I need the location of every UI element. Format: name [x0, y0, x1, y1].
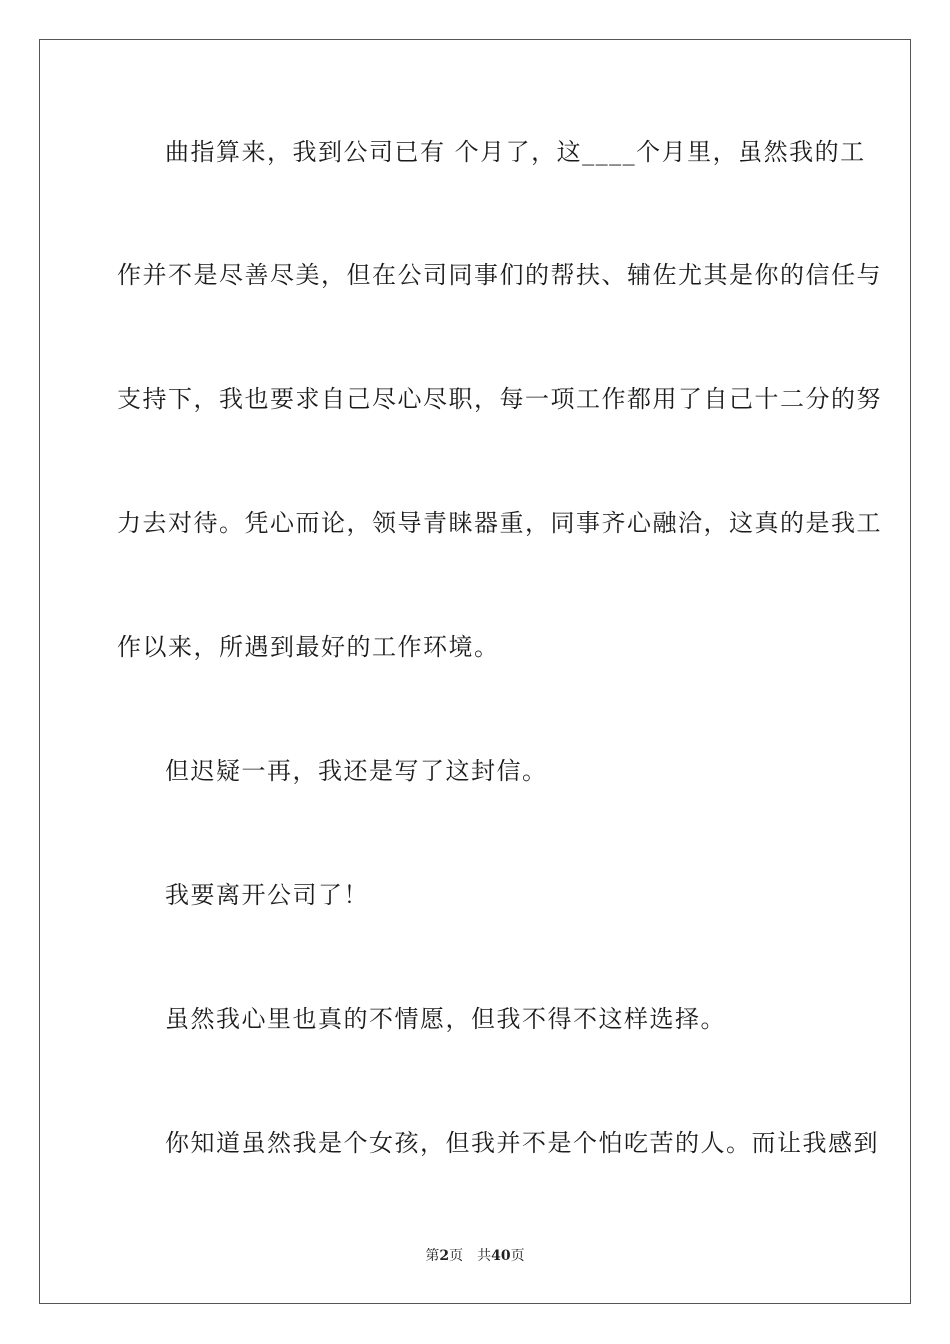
paragraph-5-line-1: 你知道虽然我是个女孩，但我并不是个怕吃苦的人。而让我感到	[165, 1129, 879, 1157]
paragraph-1-line-5: 作以来，所遇到最好的工作环境。	[117, 633, 500, 661]
paragraph-2: 但迟疑一再，我还是写了这封信。	[165, 757, 548, 785]
page-footer	[0, 1246, 950, 1266]
page-number: 2	[439, 1248, 450, 1264]
page-prefix: 第	[425, 1248, 440, 1264]
paragraph-4: 虽然我心里也真的不情愿，但我不得不这样选择。	[165, 1005, 726, 1033]
page-suffix: 页	[449, 1248, 464, 1264]
paragraph-1-line-1: 曲指算来，我到公司已有 个月了，这____个月里，虽然我的工	[165, 138, 866, 166]
paragraph-1-line-4: 力去对待。凭心而论，领导青睐器重，同事齐心融洽，这真的是我工	[117, 509, 882, 537]
total-suffix: 页	[510, 1248, 525, 1264]
total-prefix: 共	[477, 1248, 492, 1264]
total-pages: 40	[491, 1248, 511, 1264]
paragraph-1-line-3: 支持下，我也要求自己尽心尽职，每一项工作都用了自己十二分的努	[117, 385, 882, 413]
page-border	[39, 39, 911, 1304]
paragraph-3: 我要离开公司了！	[165, 881, 369, 909]
paragraph-1-line-2: 作并不是尽善尽美，但在公司同事们的帮扶、辅佐尤其是你的信任与	[117, 261, 882, 289]
